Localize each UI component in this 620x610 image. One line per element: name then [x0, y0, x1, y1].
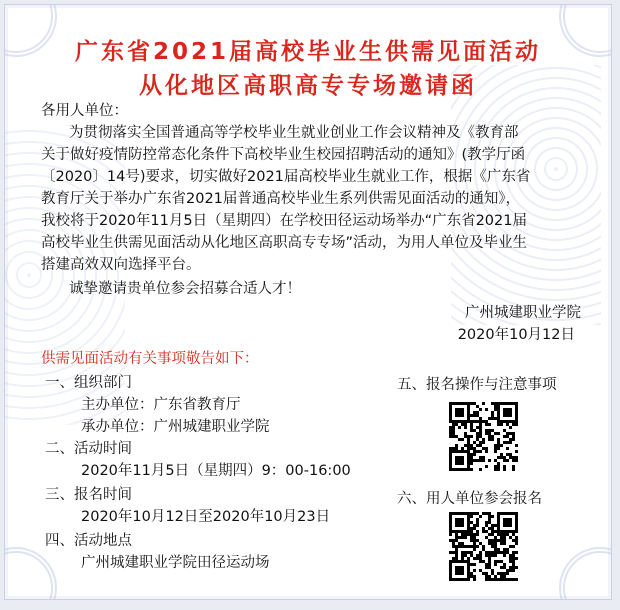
body-line-1: 为贯彻落实全国普通高等学校毕业生就业创业工作会议精神及《教育部: [69, 125, 519, 141]
invitation-card: [4, 4, 612, 600]
section-2-title: 二、活动时间: [45, 441, 132, 457]
section-6-title: 六、用人单位参会报名: [397, 491, 542, 507]
notice-heading: 供需见面活动有关事项敬告如下：: [41, 351, 259, 367]
invite-line: 诚挚邀请贵单位参会招募合适人才！: [69, 281, 301, 297]
body-line-6: 高校毕业生供需见面活动从化地区高职高专专场”活动，为用人单位及毕业生: [41, 235, 528, 251]
section-2-value: 2020年11月5日（星期四）9：00-16:00: [81, 463, 351, 479]
section-3-title: 三、报名时间: [45, 487, 132, 503]
body-line-3: 〔2020〕14号)要求，切实做好2021届高校毕业生就业工作，根据《广东省: [41, 169, 531, 185]
section-1-title: 一、组织部门: [45, 375, 132, 391]
section-1-host: 主办单位：广东省教育厅: [81, 397, 241, 413]
salutation: 各用人单位：: [41, 103, 128, 119]
corner-ornament-bottom-left: [4, 547, 57, 600]
body-line-7: 搭建高效双向选择平台。: [41, 257, 201, 273]
qr-code-icon: [445, 401, 523, 471]
body-line-2: 关于做好疫情防控常态化条件下高校毕业生校园招聘活动的通知》(教学厅函: [41, 147, 526, 163]
section-4-value: 广州城建职业学院田径运动场: [81, 555, 270, 571]
section-4-title: 四、活动地点: [45, 533, 132, 549]
signature: 广州城建职业学院: [465, 305, 581, 321]
title-line-1: 广东省2021届高校毕业生供需见面活动: [74, 39, 541, 65]
corner-ornament-bottom-right: [559, 547, 612, 600]
qr-code-icon: [445, 511, 523, 581]
qr-code-registration-guide: [445, 401, 523, 471]
section-3-value: 2020年10月12日至2020年10月23日: [81, 509, 331, 525]
signature-date: 2020年10月12日: [457, 327, 575, 343]
body-line-4: 教育厅关于举办广东省2021届普通高校毕业生系列供需见面活动的通知》，: [41, 191, 521, 207]
section-1-organizer: 承办单位：广州城建职业学院: [81, 419, 270, 435]
title-line-2: 从化地区高职高专专场邀请函: [139, 73, 477, 99]
body-line-5: 我校将于2020年11月5日（星期四）在学校田径运动场举办“广东省2021届: [41, 213, 527, 229]
section-5-title: 五、报名操作与注意事项: [397, 377, 557, 393]
qr-code-employer-registration: [445, 511, 523, 581]
